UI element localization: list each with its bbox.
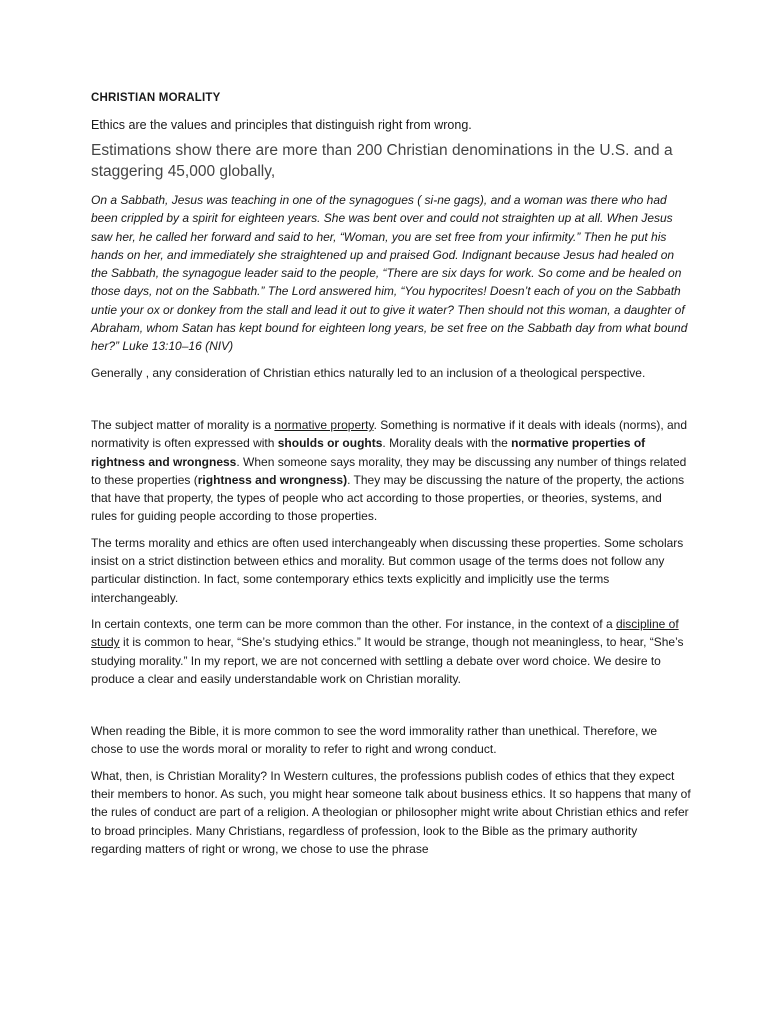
- discipline-of-study-link[interactable]: discipline of study: [91, 616, 679, 650]
- document-body: [91, 92, 691, 858]
- scripture-quote: On a Sabbath, Jesus was teaching in one of the synagogues ( si-ne gags), and a woman was there who had been crippled by a spirit for eighteen years. She was bent over and could not straighten up at all. When Jesus saw her, he called her forward and said to her, “Woman, you are set free from your infirmity.” Then he put his hands on her, and immediately she straightened up and praised God. Indignant because Jesus had healed on the Sabbath, the synagogue leader said to the people, “There are six days for work. So come and be healed on those days, not on the Sabbath.” The Lord answered him, “You hypocrites! Doesn’t each of you on the Sabbath untie your ox or donkey from the stall and lead it out to give it water? Then should not this woman, a daughter of Abraham, whom Satan has kept bound for eighteen long years, be set free on the Sabbath day from what bound her?” Luke 13:10–16 (NIV): [91, 193, 688, 354]
- theology-paragraph: Generally , any consideration of Christian ethics naturally led to an inclusion of a theological perspective.: [91, 365, 646, 380]
- denominations-intro: Estimations show there are more than 200 Christian denominations in the U.S. and a staggering 45,000 globally,: [91, 142, 673, 180]
- normative-property-link[interactable]: normative property: [274, 417, 374, 432]
- document-title: CHRISTIAN MORALITY: [91, 92, 221, 104]
- ethics-definition: Ethics are the values and principles that distinguish right from wrong.: [91, 118, 472, 132]
- what-then-paragraph: What, then, is Christian Morality? In Western cultures, the professions publish codes of ethics that they expect their members to honor. As such, you might hear someone talk about business ethics. It so happens that many of the rules of conduct are part of a religion. A theologian or philosopher might write about Christian ethics and refer to broad principles. Many Christians, regardless of profession, look to the Bible as the primary authority regarding matters of right or wrong, we chose to use the phrase: [91, 768, 691, 856]
- bible-paragraph: When reading the Bible, it is more common to see the word immorality rather than unethical. Therefore, we chose to use the words moral or morality to refer to right and wrong conduct.: [91, 724, 658, 757]
- contexts-paragraph: In certain contexts, one term can be more common than the other. For instance, in the context of a discipline of study it is common to hear, “She’s studying ethics.” It would be strange, though not meaningless, to hear, “She’s studying morality.” In my report, we are not concerned with settling a debate over word choice. We desire to produce a clear and easily understandable work on Christian morality.: [91, 616, 684, 686]
- normative-paragraph: The subject matter of morality is a normative property. Something is normative if it deals with ideals (norms), and normativity is often expressed with shoulds or oughts. Morality deals with the normative properties of rightness and wrongness. When someone says morality, they may be discussing any number of things related to these properties (rightness and wrongness). They may be discussing the nature of the property, the actions that have that property, the types of people who act according to those properties, or theories, systems, and rules for guiding people according to those properties.: [91, 417, 688, 524]
- interchangeable-paragraph: The terms morality and ethics are often used interchangeably when discussing these properties. Some scholars insist on a strict distinction between ethics and morality. But common usage of the terms does not follow any particular distinction. In fact, some contemporary ethics texts explicitly and implicitly use the terms interchangeably.: [91, 535, 684, 605]
